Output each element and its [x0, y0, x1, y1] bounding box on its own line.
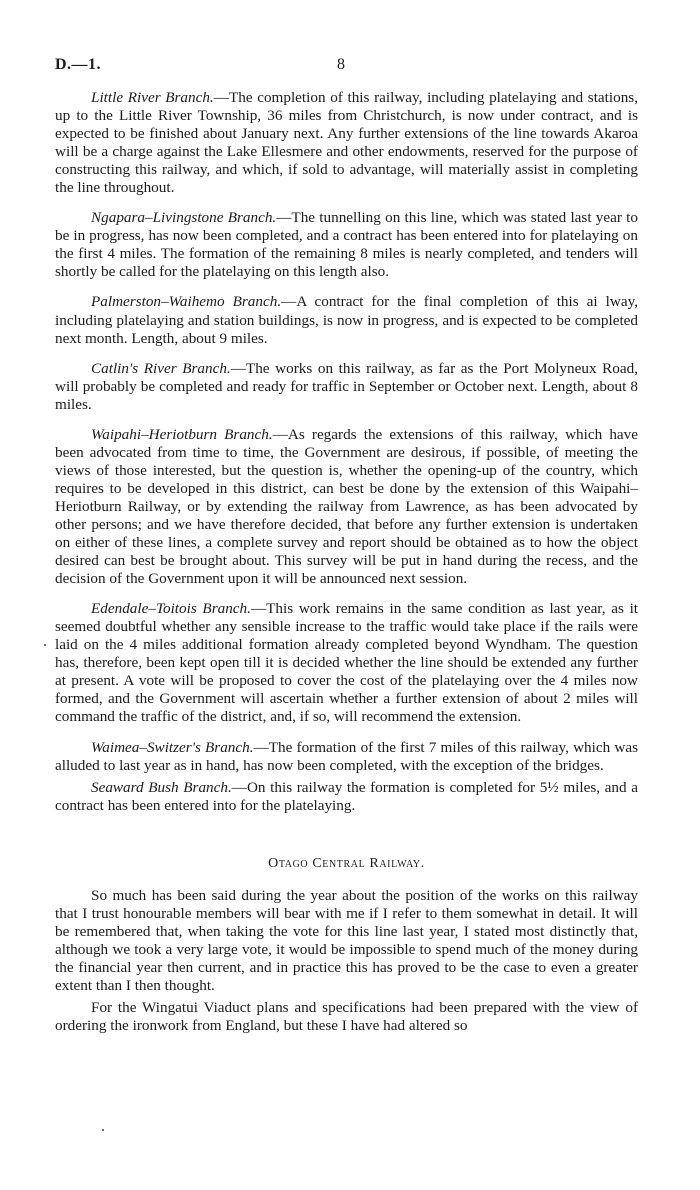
paragraph-text: —The completion of this railway, including platelaying and stations, up to the Little River Township, 36 miles from Christchurch, is now under contract, and is expected to be finished about January next. Any further extensions of the line towards Akaroa will be a charge against the Lake Ellesmere and other endowments, reserved for the purpose of constructing this railway, and which, if sold to advantage, will materially assist in completing the line throughout. [55, 89, 638, 197]
paragraph-edendale-toitois [55, 600, 638, 726]
paragraph-little-river [55, 89, 638, 197]
section-heading: Otago Central Railway. [268, 855, 425, 871]
branch-name: Ngapara–Livingstone Branch. [91, 209, 277, 227]
paragraph-wingatui-viaduct: For the Wingatui Viaduct plans and specifications had been prepared with the view of ordering the ironwork from England, but these I have had altered so [55, 999, 638, 1035]
margin-mark [44, 644, 46, 646]
branch-name: Seaward Bush Branch. [91, 778, 232, 796]
branch-name: Waimea–Switzer's Branch. [91, 738, 254, 756]
branch-name: Little River Branch. [91, 89, 214, 106]
paragraph-text: —The works on this railway, as far as the Port Molyneux Road, will probably be completed and ready for traffic in September or October next. Length, about 8 miles. [55, 359, 639, 413]
paragraph-text: —On this railway the formation is completed for 5½ miles, and a contract has been entered into for the platelaying. [55, 778, 638, 814]
branch-name: Palmerston–Waihemo Branch. [91, 293, 282, 311]
paragraph-catlins-river [55, 360, 638, 414]
document-body [55, 89, 638, 1047]
paragraph-waipahi-heriotburn [55, 426, 638, 588]
paragraph-palmerston-waihemo [55, 293, 638, 347]
branch-name: Catlin's River Branch. [91, 359, 231, 377]
paragraph-seaward-bush [55, 779, 638, 815]
paragraph-otago-central-intro: So much has been said during the year about the position of the works on this railway that I trust honourable members will bear with me if I refer to them somewhat in detail. It will be remembered that, when taking the vote for this line last year, I stated most distinctly that, although we took a very large vote, it would be impossible to spend much of the money during the financial year then current, and in practice this has proved to be the case to even a greater extent than I then thought. [55, 886, 638, 994]
paragraph-ngapara-livingstone [55, 209, 638, 281]
margin-mark [102, 1129, 104, 1131]
paragraph-text: —This work remains in the same condition as last year, as it seemed doubtful whether any sensible increase to the traffic would take place if the rails were laid on the 4 miles additional formation already completed beyond Wyndham. The question has, therefore, been kept open till it is decided whether the line should be extended any further at present. A vote will be proposed to cover the cost of the platelaying over the 4 miles now formed, and the Government will ascertain whether a further extension of about 2 miles will command the traffic of the district, and, if so, will recommend the extension. [55, 600, 639, 726]
paragraph-text: —The tunnelling on this line, which was stated last year to be in progress, has now been completed, and a contract has been entered into for platelaying on the first 4 miles. The formation of the remaining 8 miles is nearly completed, and tenders will shortly be called for the platelaying on this length also. [55, 209, 638, 281]
paragraph-text: —As regards the extensions of this railway, which have been advocated from time to time, the Government are desirous, if possible, of meeting the views of those interested, but the question is, whether the opening-up of the country, which requires to be developed in this district, can best be done by the extension of this Waipahi–Heriotburn Railway, or by extending the railway from Lawrence, as has been advocated by other persons; and we have therefore decided, that before any further extension is undertaken on either of these lines, a complete survey and report should be obtained as to how the object desired can best be brought about. This survey will be put in hand during the recess, and the decision of the Government upon it will be announced next session. [55, 425, 639, 588]
page-number: 8 [337, 56, 345, 73]
paragraph-text: —The formation of the first 7 miles of this railway, which was alluded to last year as in hand, has now been completed, with the exception of the bridges. [55, 738, 638, 774]
paragraph-waimea-switzers [55, 739, 638, 775]
paragraph-text: —A contract for the final completion of this ai lway, including platelaying and station buildings, is now in progress, and is expected to be completed next month. Length, about 9 miles. [55, 293, 638, 347]
document-code: D.—1. [55, 56, 102, 73]
branch-name: Edendale–Toitois Branch. [91, 600, 251, 618]
branch-name: Waipahi–Heriotburn Branch. [91, 425, 273, 443]
